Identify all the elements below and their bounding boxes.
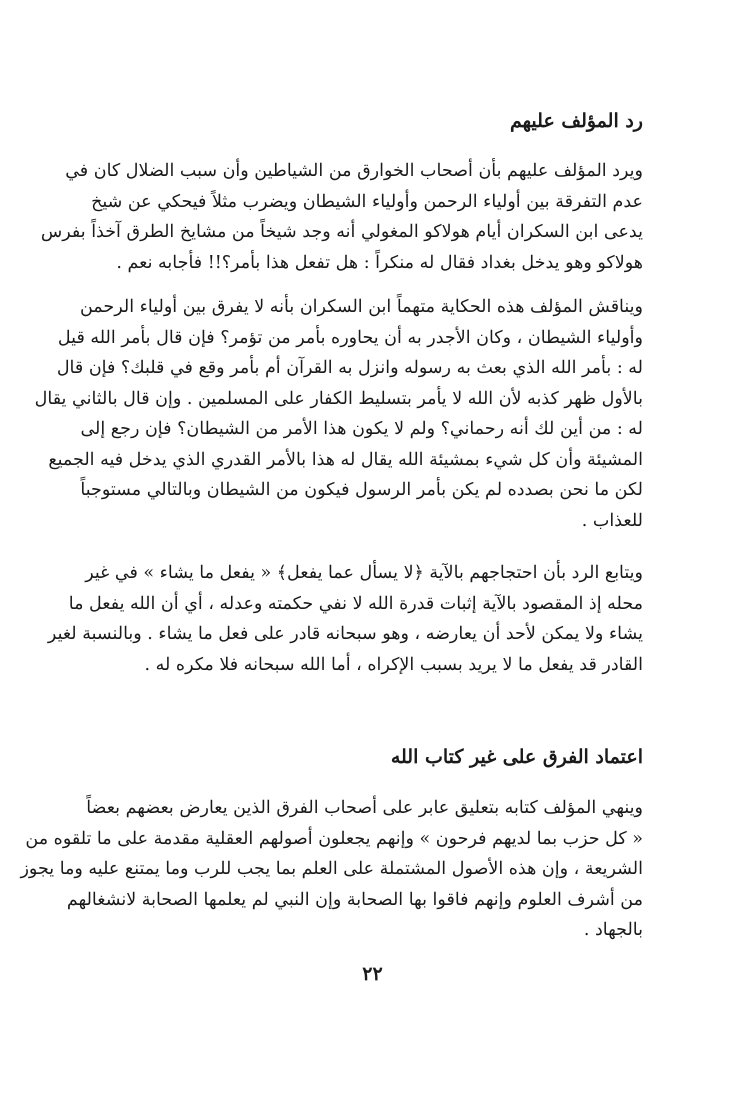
text-line: بالأول ظهر كذبه لأن الله لا يأمر بتسليط الكفار على المسلمين . وإن قال بالثاني يقال <box>34 388 643 409</box>
text-line: وينهي المؤلف كتابه بتعليق عابر على أصحاب الفرق الذين يعارض بعضهم بعضاً <box>86 798 643 818</box>
text-line: ويرد المؤلف عليهم بأن أصحاب الخوارق من الشياطين وأن سبب الضلال كان في <box>65 161 643 181</box>
text-line: بالجهاد . <box>583 920 643 940</box>
text-line: هولاكو وهو يدخل بغداد فقال له منكراً : هل تفعل هذا بأمر؟!! فأجابه نعم . <box>116 252 643 273</box>
section-heading-sects-reliance: اعتماد الفرق على غير كتاب الله <box>390 746 643 768</box>
text-line: محله إذ المقصود بالآية إثبات قدرة الله لا نفي حكمته وعدله ، أي أن الله يفعل ما <box>68 593 643 614</box>
text-line: لكن ما نحن بصدده لم يكن بأمر الرسول فيكون من الشيطان وبالتالي مستوجباً <box>80 480 643 500</box>
text-line: وأولياء الشيطان ، وكان الأجدر به أن يحاوره بأمر من تؤمر؟ فإن قال بأمر الله قيل <box>57 327 643 348</box>
text-line: « كل حزب بما لديهم فرحون » وإنهم يجعلون أصولهم العقلية مقدمة على ما تلقوه من <box>25 828 643 849</box>
paragraph-3 <box>47 558 643 680</box>
text-line: القادر قد يفعل ما لا يريد بسبب الإكراه ، أما الله سبحانه فلا مكره له . <box>144 654 643 675</box>
text-line: يشاء ولا يمكن لأحد أن يعارضه ، وهو سبحانه قادر على فعل ما يشاء . وبالنسبة لغير <box>47 624 643 644</box>
text-line: الشريعة ، وإن هذه الأصول المشتملة على العلم بما يجب للرب وما يمتنع عليه وما يجوز <box>20 859 643 879</box>
text-line: ويتابع الرد بأن احتجاجهم بالآية ﴿لا يسأل عما يفعل﴾ « يفعل ما يشاء » في غير <box>85 563 643 583</box>
text-line: له : بأمر الله الذي بعث به رسوله وانزل به القرآن أم بأمر وقع في قلبك؟ فإن قال <box>56 358 643 378</box>
text-line: للعذاب . <box>581 510 643 531</box>
text-line: من أشرف العلوم وإنهم فاقوا بها الصحابة وإن النبي لم يعلمها الصحابة لانشغالهم <box>66 889 643 910</box>
paragraph-1 <box>40 156 643 278</box>
text-line: المشيئة وأن كل شيء بمشيئة الله يقال له هذا بالأمر القدري الذي يدخل فيه الجميع <box>48 449 643 470</box>
page-number: ٢٢ <box>362 963 383 985</box>
text-line: يدعى ابن السكران أيام هولاكو المغولي أنه وجد شيخاً من مشايخ الطرق آخذاً بفرس <box>40 222 643 242</box>
text-line: ويناقش المؤلف هذه الحكاية متهماً ابن السكران بأنه لا يفرق بين أولياء الرحمن <box>79 297 643 317</box>
paragraph-4 <box>20 793 643 946</box>
section-heading-author-reply: رد المؤلف عليهم <box>510 110 643 132</box>
text-line: له : من أين لك أنه رحماني؟ ولم لا يكون هذا الأمر من الشيطان؟ فإن رجع إلى <box>80 419 643 439</box>
text-line: عدم التفرقة بين أولياء الرحمن وأولياء الشيطان ويضرب مثلاً فيحكي عن شيخ <box>91 191 643 212</box>
paragraph-2 <box>34 292 643 536</box>
